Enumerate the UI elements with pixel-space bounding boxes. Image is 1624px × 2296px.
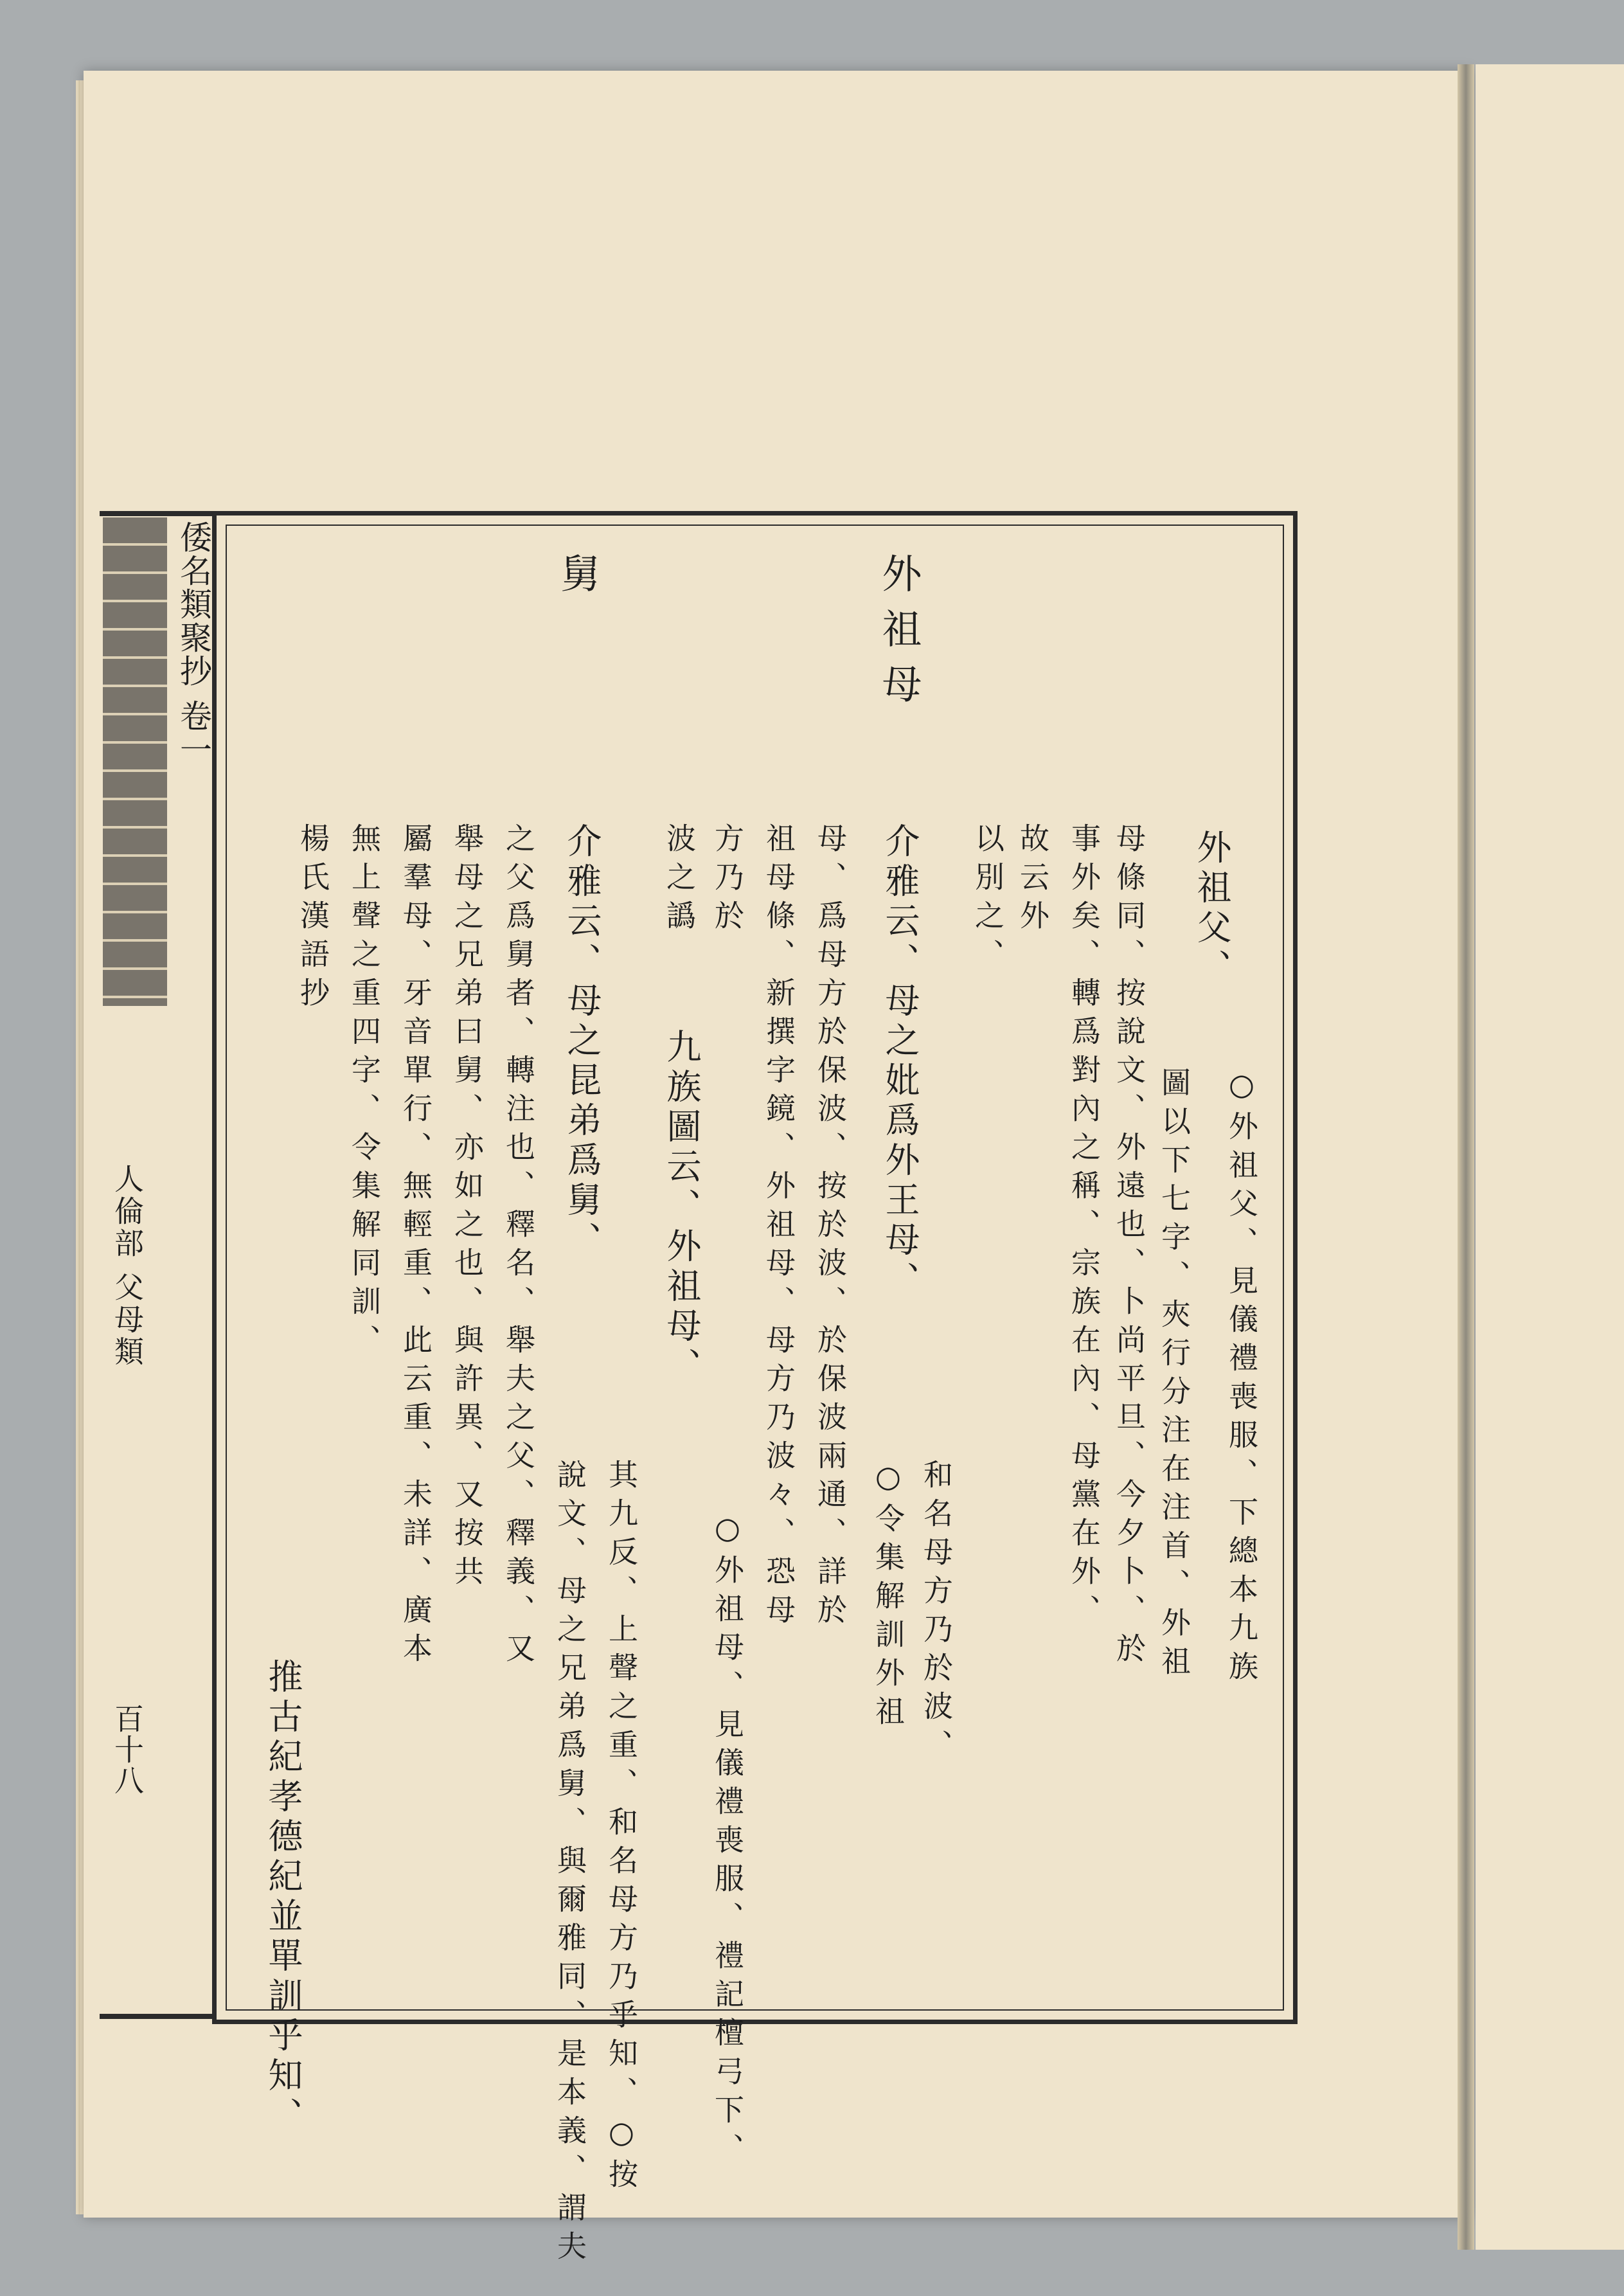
hanshin-margin (96, 514, 212, 2012)
next-page-edge (1476, 64, 1624, 2250)
text-column: 圖以下七字、夾行分注在注首、外祖 (1157, 1067, 1191, 1684)
text-column: 事外矣、轉爲對內之稱、宗族在內、母黨在外、 (1067, 823, 1102, 1633)
text-column: 說文、母之兄弟爲舅、與爾雅同、是本義、謂夫 (553, 1459, 587, 2269)
text-column: 故云外 (1015, 823, 1050, 938)
text-column: 母條同、按說文、外遠也、卜尚平旦、今夕卜、於 (1112, 823, 1147, 1671)
text-column: 無上聲之重四字、令集解同訓、 (347, 823, 382, 1363)
text-column: 波之譌 (662, 823, 697, 938)
text-column: ○外祖父、見儀禮喪服、下總本九族 (1224, 1067, 1259, 1689)
book-gutter (1458, 64, 1474, 2250)
margin-rule-bottom (100, 2014, 212, 2019)
text-column: 楊氏漢語抄 (296, 823, 330, 1016)
entry-heading: 舅 (554, 553, 601, 608)
text-column: 之父爲舅者、轉注也、釋名、舉夫之父、釋義、又 (501, 823, 536, 1671)
text-column: 方乃於 (710, 823, 745, 938)
text-column: 其九反、上聲之重、和名母方乃乎知、○按 (604, 1459, 639, 2197)
text-column: ○令集解訓外祖 (871, 1459, 906, 1734)
text-column: 介雅云、母之妣爲外王母、 (880, 823, 920, 1301)
text-column: 母、爲母方於保波、按於波、於保波兩通、詳於 (813, 823, 848, 1633)
book-title: 倭名類聚抄 卷一 (175, 521, 212, 766)
text-column: 以別之、 (970, 823, 1005, 977)
section-label: 人倫部 父母類 (110, 1163, 145, 1368)
text-column: 介雅云、母之昆弟爲舅、 (562, 823, 602, 1261)
text-column: ○外祖母、見儀禮喪服、禮記檀弓下、 (710, 1511, 745, 2171)
entry-heading: 外祖母 (875, 553, 922, 719)
text-column: 屬羣母、牙音單行、無輕重、此云重、未詳、廣本 (398, 823, 433, 1671)
text-column: 推古紀孝德紀並單訓乎知、 (263, 1658, 303, 2137)
text-column: 舉母之兄弟曰舅、亦如之也、與許異、又按共 (450, 823, 485, 1594)
text-column: 九族圖云、外祖母、 (661, 1028, 702, 1387)
text-column: 祖母條、新撰字鏡、外祖母、母方乃波々、恐母 (762, 823, 796, 1633)
text-column: 和名母方乃於波、 (919, 1459, 954, 1768)
text-column: 外祖父、 (1191, 829, 1232, 989)
page-number: 百十八 (110, 1703, 145, 1796)
